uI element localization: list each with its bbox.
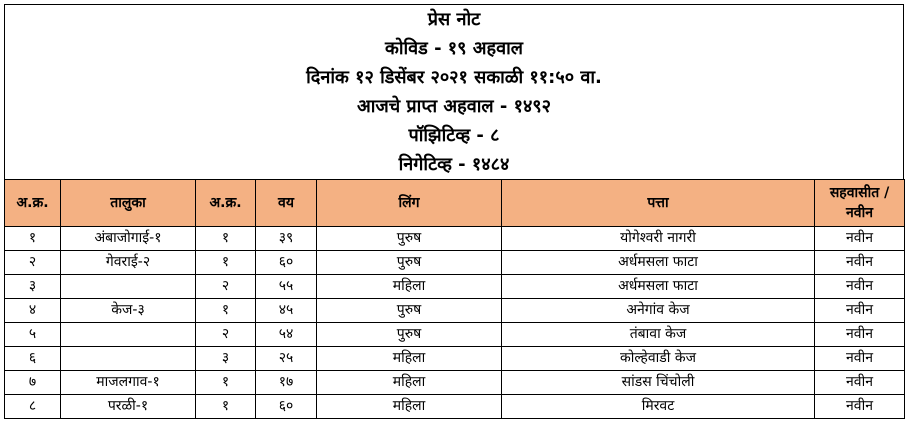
cell-address: अनेगांव केज <box>502 299 815 323</box>
cases-table <box>4 179 905 419</box>
header-positive-count: पॉझिटिव्ह - ८ <box>408 125 500 146</box>
cell-gender: पुरुष <box>317 323 502 347</box>
cell-sub-serial: १ <box>196 299 256 323</box>
cell-sub-serial: २ <box>196 275 256 299</box>
cell-address: अर्धमसला फाटा <box>502 275 815 299</box>
header-negative-count: निगेटिव्ह - १४८४ <box>398 154 510 175</box>
cell-age: ३९ <box>256 227 317 251</box>
table-row <box>5 347 905 371</box>
cell-taluka <box>61 275 196 299</box>
cell-taluka: माजलगाव-१ <box>61 371 196 395</box>
cell-gender: महिला <box>317 371 502 395</box>
cell-contact-new: नवीन <box>815 299 905 323</box>
cell-gender: महिला <box>317 395 502 419</box>
table-row <box>5 323 905 347</box>
cell-taluka: परळी-१ <box>61 395 196 419</box>
cell-contact-new: नवीन <box>815 275 905 299</box>
cell-gender: महिला <box>317 275 502 299</box>
cell-gender: पुरुष <box>317 299 502 323</box>
table-row <box>5 275 905 299</box>
header-date: दिनांक १२ डिसेंबर २०२१ सकाळी ११:५० वा. <box>306 67 602 88</box>
col-header-address: पत्ता <box>502 180 815 227</box>
table-row <box>5 251 905 275</box>
cell-taluka: अंबाजोगाई-१ <box>61 227 196 251</box>
cell-serial: ८ <box>5 395 61 419</box>
cell-age: ४५ <box>256 299 317 323</box>
col-header-contact-new-label: सहवासीत / नवीन <box>829 185 890 221</box>
cell-address: योगेश्वरी नागरी <box>502 227 815 251</box>
cell-address: सांडस चिंचोली <box>502 371 815 395</box>
cell-age: ५४ <box>256 323 317 347</box>
col-header-gender: लिंग <box>317 180 502 227</box>
cell-serial: ३ <box>5 275 61 299</box>
cell-contact-new: नवीन <box>815 227 905 251</box>
cell-address: तंबावा केज <box>502 323 815 347</box>
col-header-sub-serial: अ.क्र. <box>196 180 256 227</box>
col-header-serial: अ.क्र. <box>5 180 61 227</box>
cell-taluka <box>61 323 196 347</box>
cell-age: ५५ <box>256 275 317 299</box>
cell-gender: पुरुष <box>317 227 502 251</box>
cell-gender: पुरुष <box>317 251 502 275</box>
cell-sub-serial: १ <box>196 371 256 395</box>
cell-age: १७ <box>256 371 317 395</box>
cell-sub-serial: ३ <box>196 347 256 371</box>
cell-taluka <box>61 347 196 371</box>
col-header-contact-new <box>815 180 905 227</box>
cell-sub-serial: १ <box>196 251 256 275</box>
header-title: प्रेस नोट <box>427 9 481 30</box>
cell-serial: ५ <box>5 323 61 347</box>
cell-serial: ७ <box>5 371 61 395</box>
table-row <box>5 395 905 419</box>
col-header-taluka: तालुका <box>61 180 196 227</box>
cell-contact-new: नवीन <box>815 371 905 395</box>
header-report-name: कोविड - १९ अहवाल <box>385 38 523 59</box>
cell-age: २५ <box>256 347 317 371</box>
cell-sub-serial: १ <box>196 395 256 419</box>
cell-taluka: केज-३ <box>61 299 196 323</box>
cell-serial: १ <box>5 227 61 251</box>
cell-serial: ४ <box>5 299 61 323</box>
cell-age: ६० <box>256 395 317 419</box>
cell-taluka: गेवराई-२ <box>61 251 196 275</box>
report-header <box>4 4 904 179</box>
cell-contact-new: नवीन <box>815 251 905 275</box>
col-header-age: वय <box>256 180 317 227</box>
cell-serial: ६ <box>5 347 61 371</box>
cell-address: अर्धमसला फाटा <box>502 251 815 275</box>
cell-sub-serial: २ <box>196 323 256 347</box>
press-note-sheet <box>4 4 904 419</box>
cell-contact-new: नवीन <box>815 395 905 419</box>
cell-serial: २ <box>5 251 61 275</box>
cell-age: ६० <box>256 251 317 275</box>
table-row <box>5 299 905 323</box>
cell-address: मिरवट <box>502 395 815 419</box>
cell-sub-serial: १ <box>196 227 256 251</box>
cell-gender: महिला <box>317 347 502 371</box>
cell-address: कोल्हेवाडी केज <box>502 347 815 371</box>
table-row <box>5 371 905 395</box>
cell-contact-new: नवीन <box>815 323 905 347</box>
table-row <box>5 227 905 251</box>
cell-contact-new: नवीन <box>815 347 905 371</box>
header-reports-received: आजचे प्राप्त अहवाल - १४९२ <box>356 96 552 117</box>
table-header-row <box>5 180 905 227</box>
